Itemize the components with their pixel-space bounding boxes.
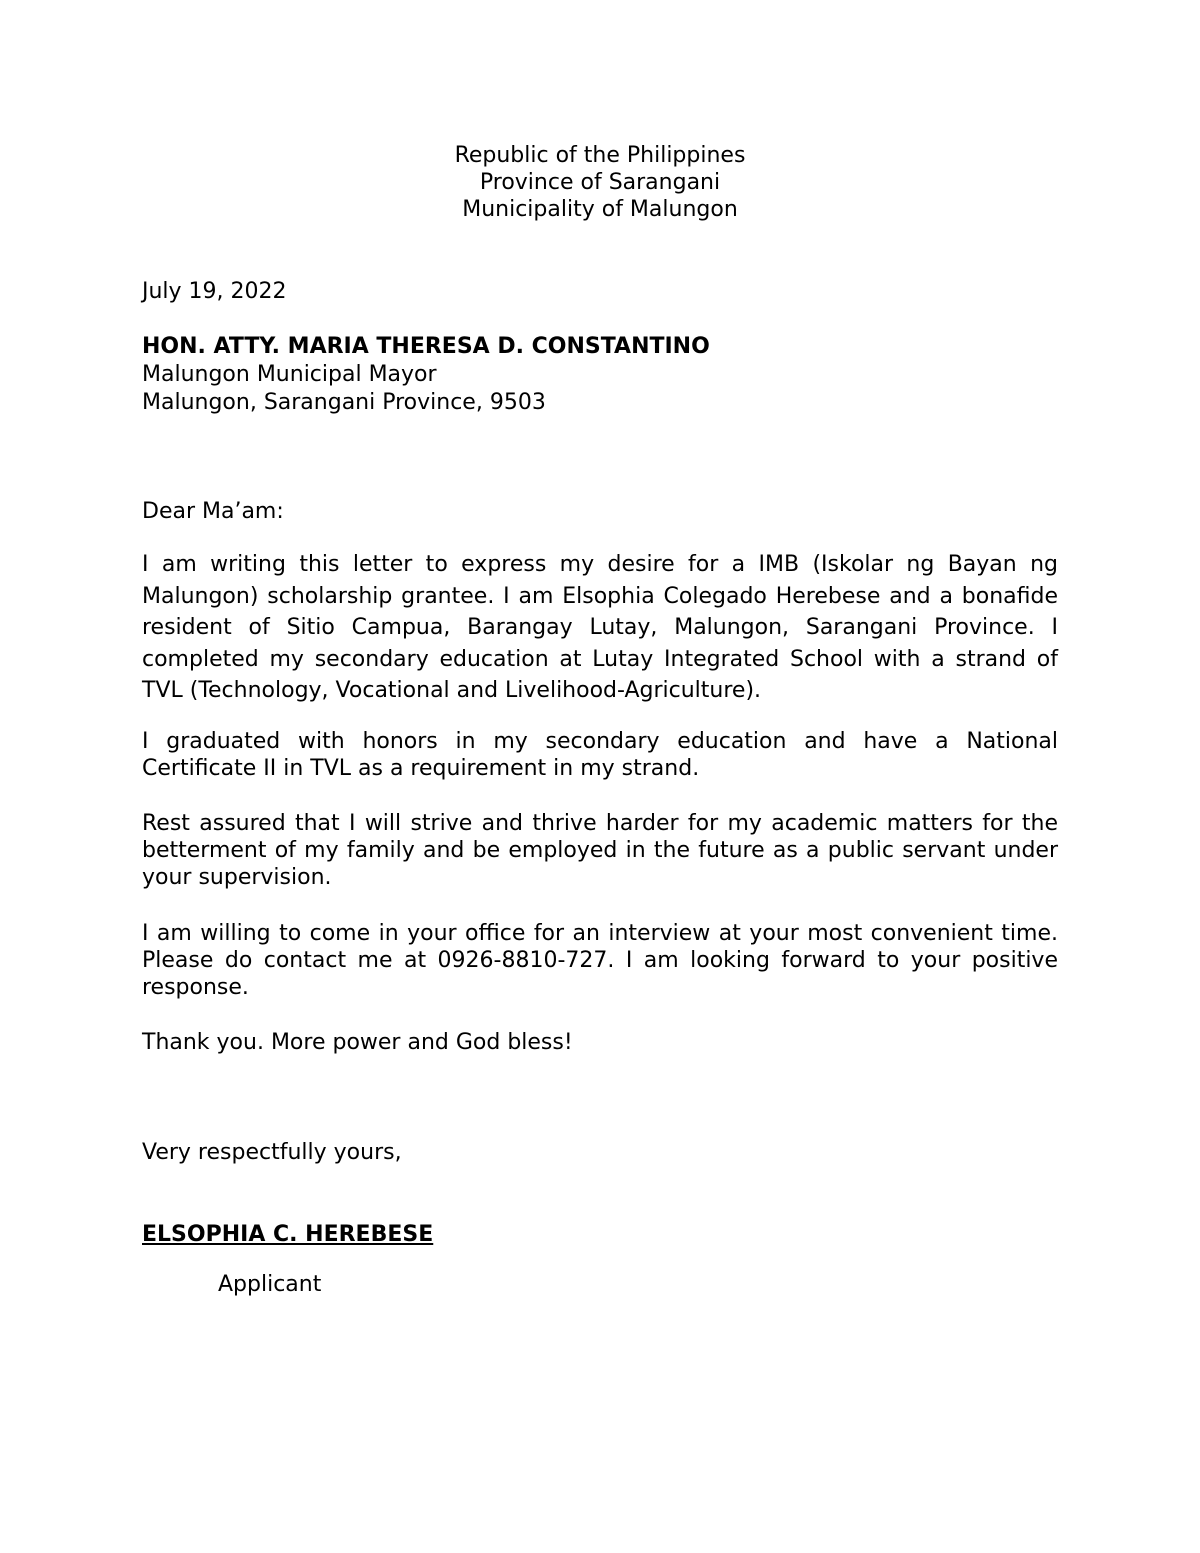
salutation: Dear Ma’am:	[142, 499, 284, 524]
signature-role: Applicant	[218, 1272, 322, 1297]
body-paragraph-5: Thank you. More power and God bless!	[142, 1030, 573, 1055]
letter-date: July 19, 2022	[142, 279, 287, 304]
body-paragraph-2: I graduated with honors in my secondary education and have a National Certificate II in TVL as a requirement in my strand.	[142, 729, 1058, 781]
letterhead	[0, 142, 1200, 223]
body-paragraph-3: Rest assured that I will strive and thrive harder for my academic matters for the betterment of my family and be employed in the future as a public servant under your supervision.	[142, 811, 1058, 890]
body-paragraph-4: I am willing to come in your office for an interview at your most convenient time. Please do contact me at 0926-8810-727. I am looking forward to your positive response.	[142, 921, 1058, 1000]
recipient-title: Malungon Municipal Mayor	[142, 362, 437, 387]
signature-name: ELSOPHIA C. HEREBESE	[142, 1222, 434, 1247]
recipient-address: Malungon, Sarangani Province, 9503	[142, 390, 546, 415]
body-paragraph-1: I am writing this letter to express my desire for a IMB (Iskolar ng Bayan ng Malungon) scholarship grantee. I am Elsophia Colegado Herebese and a bonafide resident of Sitio Campua, Barangay Lutay, Malungon, Sarangani Province. I completed my secondary education at Lutay Integrated School with a strand of TVL (Technology, Vocational and Livelihood-Agriculture).	[142, 552, 1058, 703]
letterhead-country: Republic of the Philippines	[454, 143, 746, 168]
letterhead-province: Province of Sarangani	[479, 170, 721, 195]
letterhead-municipality: Municipality of Malungon	[462, 197, 738, 222]
closing: Very respectfully yours,	[142, 1140, 402, 1165]
recipient-name: HON. ATTY. MARIA THERESA D. CONSTANTINO	[142, 334, 710, 359]
